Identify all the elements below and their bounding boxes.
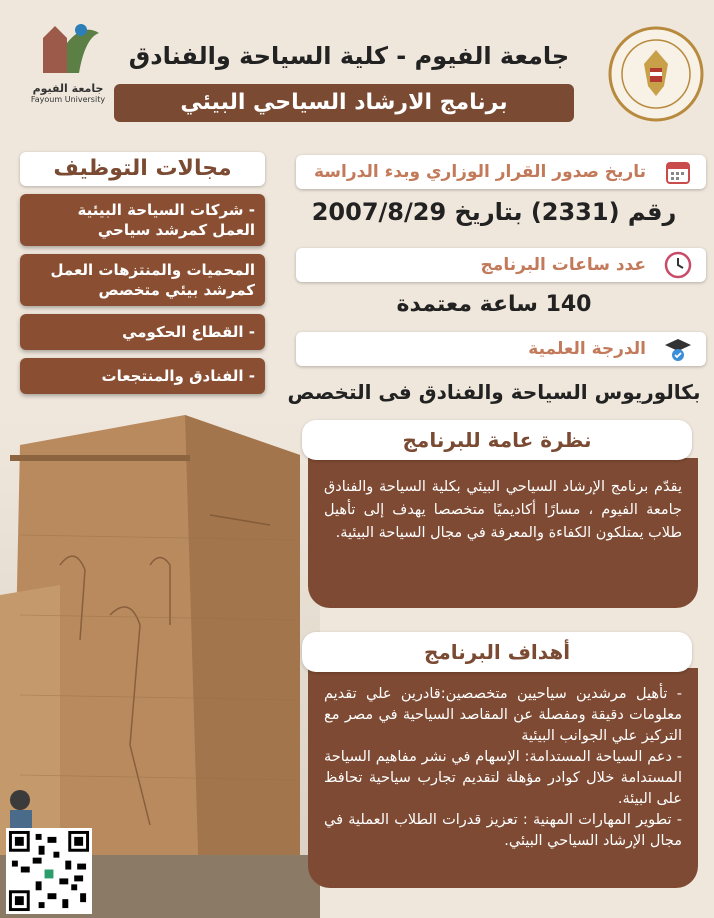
- employment-item: - القطاع الحكومي: [20, 314, 265, 350]
- decree-value: رقم (2331) بتاريخ 2007/8/29: [311, 198, 677, 226]
- goal-item: - تأهيل مرشدين سياحيين متخصصين:قادرين علي تقديم معلومات دقيقة ومفصلة عن المقاصد السياحية في مصر مع التركيز علي الجوانب البيئية: [324, 686, 682, 744]
- overview-title: نظرة عامة للبرنامج: [302, 420, 692, 460]
- logo-arabic-text: جامعة الفيوم: [32, 82, 104, 95]
- degree-value: بكالوريوس السياحة والفنادق فى التخصص: [287, 380, 701, 404]
- hours-label: عدد ساعات البرنامج: [296, 248, 706, 282]
- ministry-seal-logo: [606, 24, 706, 124]
- university-emblem-icon: [33, 18, 103, 78]
- goal-item: - تطوير المهارات المهنية : تعزيز قدرات الطلاب العملية في مجال الإرشاد السياحي البيئي.: [324, 812, 682, 849]
- program-banner: برنامج الارشاد السياحي البيئي: [114, 84, 574, 122]
- calendar-icon: [664, 158, 692, 186]
- qr-code: [6, 828, 92, 914]
- clock-icon: [664, 251, 692, 279]
- goal-item: - دعم السياحة المستدامة: الإسهام في نشر مفاهيم السياحة المستدامة خلال كوادر مؤهلة لتقديم تجارب سياحية تحافظ على البيئة.: [324, 749, 682, 807]
- employment-item: المحميات والمنتزهات العمل كمرشد بيئي متخصص: [20, 254, 265, 306]
- hours-value: 140 ساعة معتمدة: [396, 292, 592, 317]
- goals-body: [308, 668, 698, 888]
- fayoum-university-logo: [28, 18, 108, 118]
- decree-label: تاريخ صدور القرار الوزاري وبدء الدراسة: [296, 155, 706, 189]
- employment-item: - الفنادق والمنتجعات: [20, 358, 265, 394]
- goals-title: أهداف البرنامج: [302, 632, 692, 672]
- employment-title: مجالات التوظيف: [20, 152, 265, 186]
- logo-english-text: Fayoum University: [30, 95, 106, 104]
- degree-label: الدرجة العلمية: [296, 332, 706, 366]
- employment-item: - شركات السياحة البيئية العمل كمرشد سياحي: [20, 194, 265, 246]
- overview-body: يقدّم برنامج الإرشاد السياحي البيئي بكلية السياحة والفنادق جامعة الفيوم ، مسارًا أكاديميًا متخصصا يهدف إلى تأهيل طلاب يمتلكون الكفاءة والمعرفة في مجال السياحة البيئية.: [308, 458, 698, 608]
- page-title: جامعة الفيوم - كلية السياحة والفنادق: [128, 42, 570, 70]
- graduation-cap-icon: [664, 335, 692, 363]
